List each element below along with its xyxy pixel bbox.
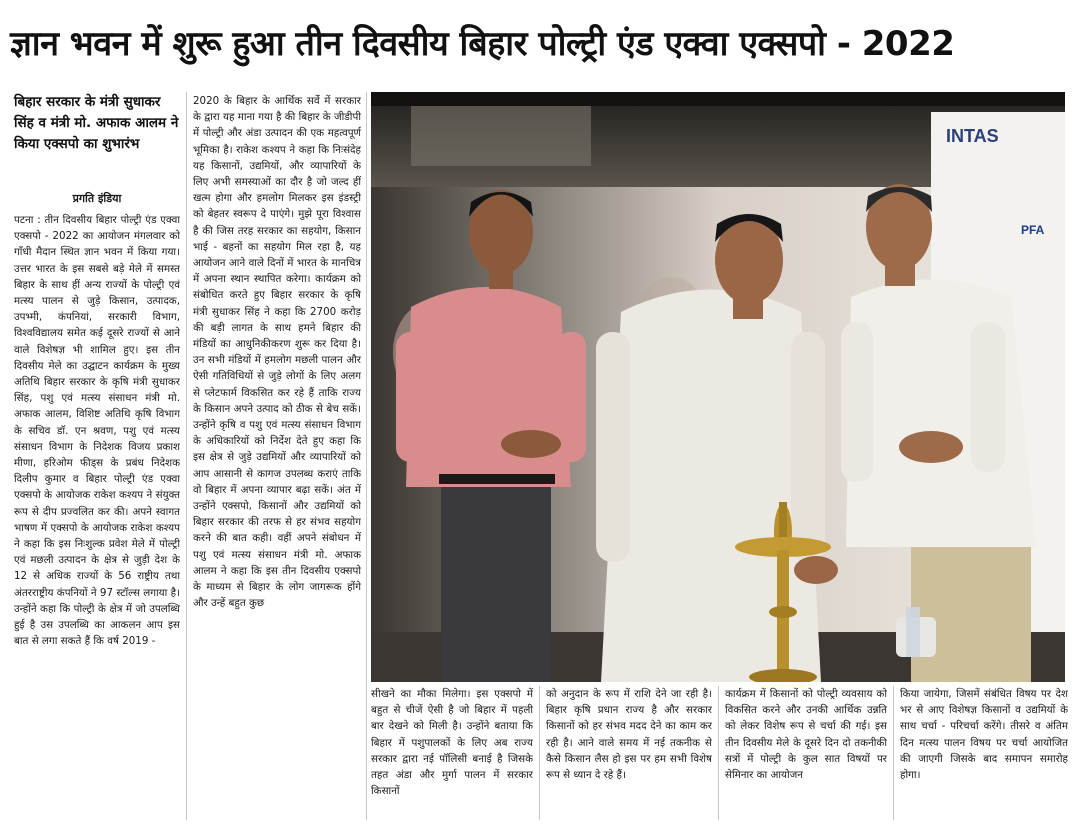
article-column-1: पटना : तीन दिवसीय बिहार पोल्ट्री एंड एक्वा एक्सपो - 2022 का आयोजन मंगलवार को गाँधी मैदान स्थित ज्ञान भवन में किया गया। उत्तर भारत के इस सबसे बड़े मेले में समस्त बिहार के साथ हीं अन्य राज्यों के पोल्ट्री एवं मत्स्य पालन से जुड़े किसान, उत्पादक, उपभ्मी, कंपनियां, सरकारी विभाग, विश्वविद्यालय समेत कई दूसरे राज्यों से आने वाले विशेषज्ञ भी शामिल हुए। इस तीन दिवसीय मेले का उद्घाटन कार्यक्रम के मुख्य अतिथि बिहार सरकार के कृषि मंत्री सुधाकर सिंह, पशु एवं मत्स्य संसाधन मंत्री मो. अफाक आलम, विशिष्ट अतिथि कृषि विभाग के सचिव डॉ. एन श्रवण, पशु एवं मत्स्य संसाधन विभाग के निदेशक विजय प्रकाश मीणा, हरिओम फीड्स के प्रबंध निदेशक दिलीप कुमार व बिहार पोल्ट्री एंड एक्वा एक्सपो के आयोजक राकेश कश्यप ने संयुक्त रूप से दीप प्रज्वलित कर की। अपने स्वागत भाषण में एक्सपो के आयोजक राकेश कश्यप ने कहा कि इस निःशुल्क प्रवेश मेले में पोल्ट्री एवं मछली उत्पादन के क्षेत्र से जुड़ी देश के 12 से अधिक राज्यों के 56 राष्ट्रीय तथा अंतरराष्ट्रीय कंपनियों ने 97 स्टॉल्स लगाया है। उन्होंने कहा कि पोल्ट्री के क्षेत्र में जो उपलब्धि हुई है उस उपलब्धि का आकलन आप इस बात से लगा सकते हैं कि वर्ष 2019 -	[14, 214, 180, 648]
article-column-4: को अनुदान के रूप में राशि देने जा रही है। बिहार कृषि प्रधान राज्य है और सरकार किसानों को हर संभव मदद देने का काम कर रही है। आने वाले समय में नई तकनीक से कैसे किसान लैस हो इस पर हम सभी विशेष रूप से ध्यान दे रहे हैं।	[546, 688, 712, 782]
column-divider	[539, 686, 540, 820]
article-column-3: सीखने का मौका मिलेगा। इस एक्सपो में बहुत से चीजें ऐसी है जो बिहार में पहली बार देखने को मिली है। उन्होंने बताया कि बिहार में पशुपालकों के लिए अब राज्य सरकार द्वारा नई पॉलिसी बनाई है जिसके तहत अंडा और मुर्गा पालन में सरकार किसानों	[371, 688, 533, 798]
event-photo	[371, 92, 1065, 682]
column-divider	[718, 686, 719, 820]
headline: ज्ञान भवन में शुरू हुआ तीन दिवसीय बिहार पोल्ट्री एंड एक्वा एक्सपो - 2022	[10, 24, 955, 64]
byline: प्रगति इंडिया	[72, 192, 122, 205]
column-divider	[366, 92, 367, 820]
column-divider	[893, 686, 894, 820]
article-column-6: किया जायेगा, जिसमें संबंधित विषय पर देश भर से आए विशेषज्ञ किसानों व उद्यमियों के साथ चर्चा - परिचर्चा करेंगे। तीसरे व अंतिम दिन मत्स्य पालन विषय पर चर्चा आयोजित की जाएगी जिसके बाद समापन समारोह होगा।	[900, 688, 1068, 782]
banner-logo-text-2: PFA	[1021, 223, 1045, 237]
column-divider	[186, 92, 187, 820]
lamp-lighting-photo	[371, 92, 1065, 682]
article-column-5: कार्यक्रम में किसानों को पोल्ट्री व्यवसाय को विकसित करने और उनकी आर्थिक उन्नति को लेकर विशेष रूप से चर्चा की गई। इस तीन दिवसीय मेले के दूसरे दिन दो तकनीकी सत्रों में पोल्ट्री के कुल सात विषयों पर सेमिनार का आयोजन	[725, 688, 887, 782]
article-column-2: 2020 के बिहार के आर्थिक सर्वे में सरकार के द्वारा यह माना गया है की बिहार के जीडीपी में पोल्ट्री और अंडा उत्पादन की एक महत्वपूर्ण भूमिका है। राकेश कश्यप ने कहा कि निःसंदेह यह किसानों, उद्यमियों, और व्यापारियों के लिए अभी समस्याओं का दौर है जो जल्द हीं खत्म होगा और हमलोग मिलकर इस इंडस्ट्री को बेहतर स्वरूप दे पाएंगे। मुझे पूरा विश्वास है की जिस तरह सरकार का सहयोग, किसान भाई - बहनों का सहयोग मिल रहा है, यह आयोजन आने वाले दिनों में भारत के मानचित्र में अपना स्थान स्थापित करेगा। कार्यक्रम को संबोधित करते हुए बिहार सरकार के कृषि मंत्री सुधाकर सिंह ने कहा कि 2700 करोड़ की बड़ी लागत के साथ हमने बिहार की मंडियों का आधुनिकीकरण शुरू कर दिया है। उन सभी मंडियों में हमलोग मछली पालन और ऐसी गतिविधियों से जुड़े लोगों के लिए अलग से प्लेटफार्म विकसित कर रहे हैं ताकि राज्य के किसान अपने उत्पाद को ठीक से बेच सकें। उन्होंने कृषि व पशु एवं मत्स्य संसाधन विभाग के अधिकारियों को निर्देश देते हुए कहा कि इस क्षेत्र से जुड़े उद्यमियों और व्यापारियों को आप आसानी से कागज उपलब्ध कराएं ताकि वो बिहार में अपना व्यापार बढ़ा सकें। अंत में उन्होंने एक्सपो, किसानों और उद्यमियों को बिहार सरकार की तरफ से हर संभव सहयोग करने की बात कही। वहीं अपने संबोधन में पशु एवं मत्स्य संसाधन मंत्री मो. अफाक आलम ने कहा कि इस तीन दिवसीय एक्सपो के माध्यम से बिहार के लोग जागरूक होंगे और उन्हें बहुत कुछ	[193, 95, 361, 610]
banner-logo-text: INTAS	[946, 126, 999, 146]
subheadline: बिहार सरकार के मंत्री सुधाकर सिंह व मंत्री मो. अफाक आलम ने किया एक्सपो का शुभारंभ	[14, 94, 179, 152]
